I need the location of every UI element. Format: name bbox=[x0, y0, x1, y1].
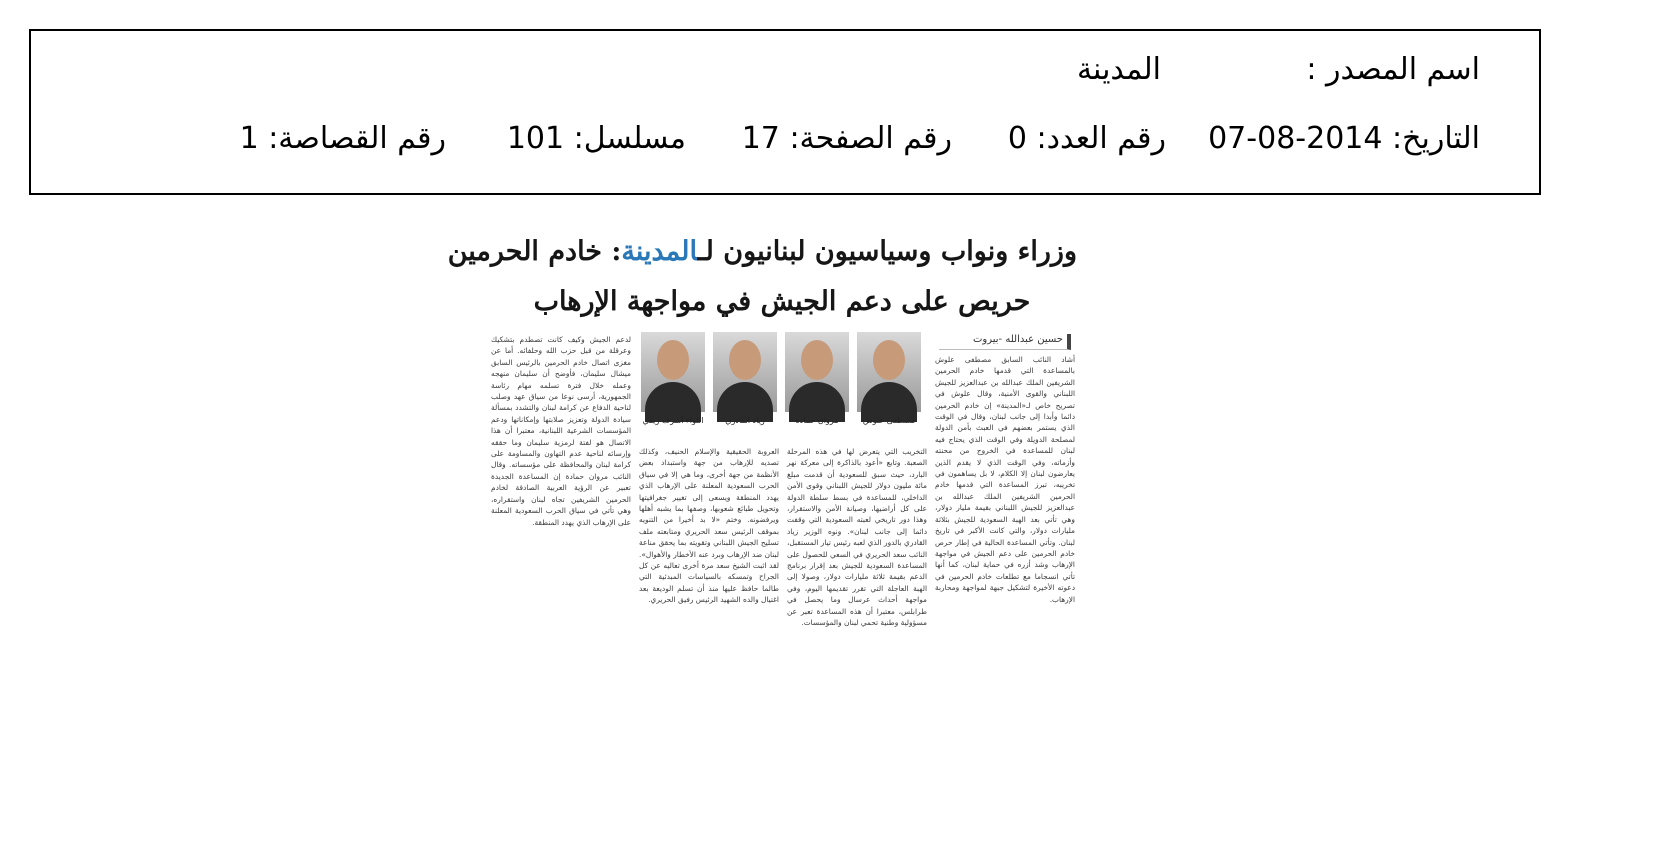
portrait-photo bbox=[641, 332, 705, 412]
headline-line-1 bbox=[447, 236, 1077, 267]
photo-caption: مصطفى علوش bbox=[862, 416, 916, 425]
article-column-3: العروبة الحقيقية والإسلام الحنيف، وكذلك تصديه للإرهاب من جهة واستبداد بعض الأنظمة من جهة أخرى، وما هي إلا في سياق الحرب السعودية المعلنة على الإرهاب الذي يهدد المنطقة ويسعى إلى تغيير جغرافيتها وتحويل طبائع شعوبها، وصفها بما يشبه أهلها ويرفضونه. وختم «لا بد أخيرا من التنويه بموقف الرئيس سعد الحريري ومتابعته ملف تسليح الجيش اللبناني وتقويته بما يحقق مناعة لبنان ضد الإرهاب وبرد عنه الأخطار والأهوال». لقد اثبت الشيخ سعد مرة أخرى تعاليه عن كل الجراح وتمسكه بالسياسات المبدئية التي طالما حافظ عليها منذ أن تسلم الوديعة بعد اغتيال والده الشهيد الرئيس رفيق الحريري. bbox=[639, 447, 779, 605]
page-field: رقم الصفحة: 17 bbox=[741, 121, 952, 156]
portrait-photo bbox=[785, 332, 849, 412]
clip-field: رقم القصاصة: 1 bbox=[239, 121, 446, 156]
article-column-4: لدعم الجيش وكيف كانت تصطدم بتشكيك وعرقلة من قبل حزب الله وحلفائه. أما عن مغزى اتصال خادم الحرمين بالرئيس السابق ميشال سليمان، فأوضح أن سليمان منهجه وعمله خلال فترة تسلمه مهام رئاسة الجمهورية، أرسى نوعا من سياق عهد وصلب لناحية الدفاع عن كرامة لبنان والتشدد بمسألة سيادة الدولة وتعزيز صلابتها وإمكاناتها ودعم المؤسسات الشرعية اللبنانية، معتبرا أن هذا الاتصال هو لفتة لرمزية سليمان وما حققه وإرسائه لناحية عدم التهاون والمساومة على كرامة لبنان والمحافظة على مؤسساته. وقال النائب مروان حمادة إن المساعدة الجديدة تعبير عن الرؤية العربية الصادقة لخادم الحرمين الشريفين تجاه لبنان واستقراره، وهي تأتي في سياق الحرب السعودية المعلنة على الإرهاب الذي يهدد المنطقة. bbox=[491, 335, 631, 527]
serial-field: مسلسل: 101 bbox=[506, 121, 686, 156]
photo-strip bbox=[635, 332, 927, 440]
issue-field: رقم العدد: 0 bbox=[1007, 121, 1166, 156]
source-metadata-box bbox=[29, 29, 1541, 195]
headline-line-2: حريص على دعم الجيش في مواجهة الإرهاب bbox=[533, 286, 1031, 317]
article-column-1: أشاد النائب السابق مصطفى علوش بالمساعدة التي قدمها خادم الحرمين الشريفين الملك عبدالله بن عبدالعزيز للجيش اللبناني والقوى الأمنية، وقال علوش في تصريح خاص لـ«المدينة» إن خادم الحرمين دائما وأبدا إلى جانب لبنان، وقال في الوقت الذي يستمر بعضهم في العبث بأمن الدولة لمصلحة الدويلة وفي الوقت الذي يحتاج فيه لبنان للمساعدة في الخروج من محنته وأزماته، وفي الوقت الذي لا يقدم الذين يعارضون لبنان إلا الكلام، لا بل يساهمون في تخريبه، تبرز المساعدة التي قدمها خادم الحرمين الشريفين الملك عبدالله بن عبدالعزيز للجيش اللبناني بقيمة مليار دولار، وهي تأتي بعد الهبة السعودية للجيش بثلاثة مليارات دولار، والتي كانت الأكبر في تاريخ لبنان. وتأتي المساعدة الحالية في إطار حرص خادم الحرمين على دعم الجيش في مواجهة الإرهاب وشد أزره في حماية لبنان، كما أنها تأتي انسجاما مع تطلعات خادم الحرمين في دعوته الأخيرة لتشكيل جبهة لمواجهة ومحاربة الإرهاب. bbox=[935, 355, 1075, 604]
photo-caption: مروان حمادة bbox=[795, 416, 839, 425]
portrait-photo bbox=[713, 332, 777, 412]
newspaper-brand: المدينة bbox=[621, 236, 698, 267]
source-label: اسم المصدر : bbox=[1306, 52, 1480, 87]
byline: حسين عبدالله -بيروت bbox=[939, 334, 1071, 350]
portrait-photo bbox=[857, 332, 921, 412]
photo-caption: زياد القادري bbox=[725, 416, 765, 425]
newspaper-clipping bbox=[447, 222, 1077, 842]
headline-part: وزراء ونواب وسياسيون لبنانيون لـ bbox=[697, 236, 1077, 267]
source-value: المدينة bbox=[1076, 52, 1161, 87]
headline-part: : خادم الحرمين bbox=[447, 236, 622, 267]
date-field: التاريخ: 2014-08-07 bbox=[1208, 121, 1480, 156]
photo-caption: اللواء أشرف ريفي bbox=[642, 416, 704, 425]
article-column-2: التخريب التي يتعرض لها في هذه المرحلة الصعبة. وتابع «أعود بالذاكرة إلى معركة نهر البارد، حيث سبق للسعودية أن قدمت مبلغ مائة مليون دولار للجيش اللبناني وقوى الأمن الداخلي، للمساعدة في بسط سلطة الدولة على كل أراضيها، وصيانة الأمن والاستقرار، وهذا دور تاريخي لعبته السعودية التي وقفت دائما إلى جانب لبنان». ونوه الوزير زياد القادري بالدور الذي لعبه رئيس تيار المستقبل، النائب سعد الحريري في السعي للحصول على المساعدة السعودية للجيش بعد إقرار برنامج الدعم بقيمة ثلاثة مليارات دولار، وصولا إلى الهبة العاجلة التي تقرر تقديمها اليوم، وفي مواجهة أحداث عرسال وما يحصل في طرابلس، معتبرا أن هذه المساعدة تعبر عن مسؤولية وطنية تحمي لبنان والمؤسسات. bbox=[787, 447, 927, 628]
